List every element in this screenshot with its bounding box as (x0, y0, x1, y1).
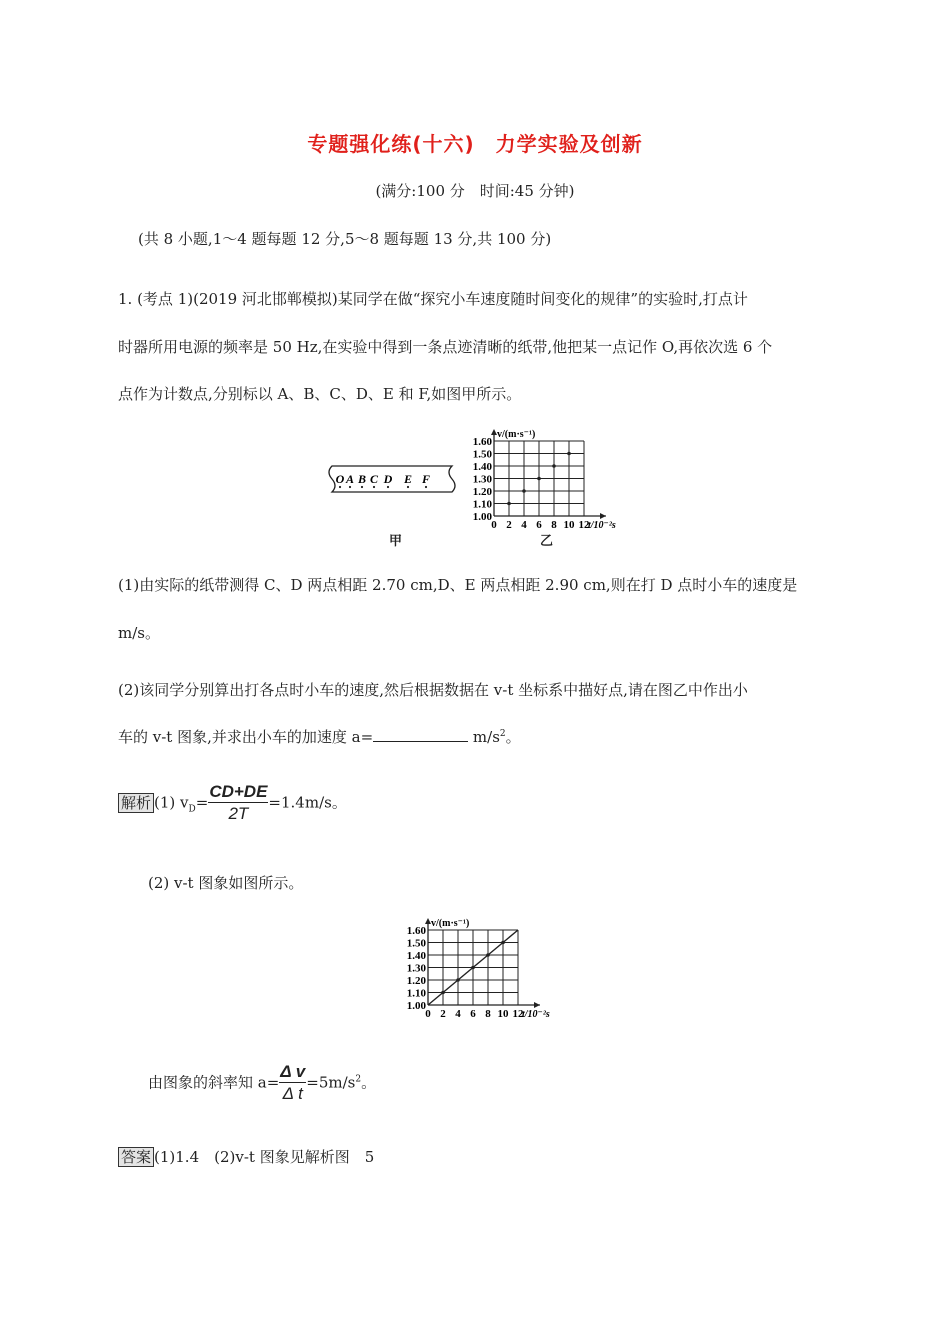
data-point (507, 502, 511, 506)
solution-result: =1.4m/s。 (268, 793, 347, 812)
x-tick-label: 8 (485, 1008, 491, 1020)
x-tick-label: 0 (491, 519, 497, 531)
fraction-denominator: Δ t (282, 1084, 303, 1103)
x-tick-label: 10 (563, 519, 575, 531)
data-point (471, 966, 475, 970)
x-tick-label: 12 (512, 1008, 524, 1020)
y-tick-label: 1.30 (472, 473, 492, 486)
data-point (522, 489, 526, 493)
y-tick-label: 1.60 (406, 925, 426, 937)
x-tick-label: 6 (470, 1008, 476, 1020)
tape-letter-f: F (421, 472, 431, 486)
slope-text: 由图象的斜率知 a= (148, 1073, 280, 1092)
part1-line-1: (1)由实际的纸带测得 C、D 两点相距 2.70 cm,D、E 两点相距 2.90 cm,则在打 D 点时小车的速度是 (118, 576, 798, 594)
question-line-1: 1. (考点 1)(2019 河北邯郸模拟)某同学在做“探究小车速度随时间变化的规律”的实验时,打点计 (118, 290, 748, 308)
tape-dot (387, 486, 389, 488)
y-tick-label: 1.50 (406, 937, 426, 950)
tape-dot (407, 486, 409, 488)
period: 。 (505, 728, 521, 746)
part2-line-1: (2)该同学分别算出打各点时小车的速度,然后根据数据在 v-t 坐标系中描好点,请在图乙中作出小 (118, 681, 748, 699)
tape-letter-b: B (357, 472, 367, 486)
tape-dot (349, 486, 351, 488)
fraction-numerator: Δ v (280, 1062, 306, 1081)
period: 。 (361, 1073, 377, 1092)
vt-chart-yi (462, 425, 622, 535)
instructions: (共 8 小题,1～4 题每题 12 分,5～8 题每题 13 分,共 100 分) (138, 230, 552, 248)
y-tick-label: 1.20 (406, 975, 426, 987)
solution-line-1 (118, 782, 347, 825)
fraction-denominator: 2T (228, 804, 249, 823)
x-axis-arrow (534, 1002, 540, 1008)
solution-line-3 (148, 1062, 376, 1105)
data-point (441, 991, 445, 995)
y-tick-label: 1.50 (472, 448, 492, 461)
slope-result: =5m/s (306, 1073, 356, 1092)
tape-letter-o: O (335, 472, 345, 486)
tape-letter-a: A (345, 472, 355, 486)
data-point (486, 953, 490, 957)
y-tick-label: 1.00 (406, 1000, 426, 1012)
paper-tape-figure (328, 462, 458, 496)
x-tick-label: 2 (440, 1008, 446, 1020)
question-line-3: 点作为计数点,分别标以 A、B、C、D、E 和 F,如图甲所示。 (118, 385, 522, 403)
answer-line (118, 1146, 374, 1167)
solution-tag: 解析 (118, 793, 154, 813)
tape-letter-d: D (383, 472, 393, 486)
data-point (552, 464, 556, 468)
solution-line-2: (2) v-t 图象如图所示。 (148, 874, 304, 892)
y-axis-label: v/(m·s⁻¹) (431, 918, 470, 929)
tape-dot (361, 486, 363, 488)
y-tick-label: 1.30 (406, 962, 426, 975)
y-tick-label: 1.20 (472, 486, 492, 498)
page-title: 专题强化练(十六) 力学实验及创新 (307, 132, 643, 156)
tape-dot (425, 486, 427, 488)
part1-line-2: m/s。 (118, 624, 160, 642)
x-tick-label: 2 (506, 519, 512, 531)
y-tick-label: 1.40 (406, 950, 426, 962)
y-tick-label: 1.60 (472, 436, 492, 448)
x-tick-label: 4 (455, 1008, 461, 1020)
solution-vd-sub: D (188, 804, 196, 815)
y-tick-label: 1.40 (472, 461, 492, 473)
y-tick-label: 1.10 (406, 987, 426, 1000)
fraction-dv-dt (279, 1062, 306, 1105)
x-tick-label: 12 (578, 519, 590, 531)
figure-jia-label: 甲 (389, 534, 403, 549)
y-tick-label: 1.10 (472, 498, 492, 511)
tape-dot (339, 486, 341, 488)
tape-dot (373, 486, 375, 488)
vt-chart-solution (396, 914, 556, 1024)
x-axis-arrow (600, 513, 606, 519)
data-point (456, 978, 460, 982)
x-axis-label: t/10⁻²s (522, 1009, 550, 1020)
x-tick-label: 4 (521, 519, 527, 531)
x-tick-label: 8 (551, 519, 557, 531)
x-tick-label: 0 (425, 1008, 431, 1020)
x-tick-label: 6 (536, 519, 542, 531)
unit-superscript: 2 (499, 729, 506, 739)
solution-vd: (1) v (154, 793, 189, 812)
x-tick-label: 10 (497, 1008, 509, 1020)
y-axis-label: v/(m·s⁻¹) (497, 429, 536, 440)
part2-text: 车的 v-t 图象,并求出小车的加速度 a= (118, 728, 374, 746)
y-tick-label: 1.00 (472, 511, 492, 523)
tape-letter-e: E (403, 472, 413, 486)
data-point (501, 941, 505, 945)
tape-letter-c: C (369, 472, 379, 486)
x-axis-label: t/10⁻²s (588, 520, 616, 531)
data-point (567, 452, 571, 456)
answer-text: (1)1.4 (2)v-t 图象见解析图 5 (154, 1148, 375, 1166)
fraction-cd-de (208, 782, 268, 825)
part2-line-2 (118, 726, 521, 747)
answer-tag: 答案 (118, 1147, 154, 1167)
data-point (537, 477, 541, 481)
equals: = (195, 793, 209, 812)
fraction-numerator: CD+DE (209, 782, 268, 801)
answer-blank[interactable] (373, 727, 468, 742)
score-time-info: (满分:100 分 时间:45 分钟) (375, 182, 575, 200)
slope-superscript: 2 (355, 1074, 362, 1085)
unit-text: m/s (468, 728, 500, 746)
figure-yi-label: 乙 (540, 534, 554, 549)
question-line-2: 时器所用电源的频率是 50 Hz,在实验中得到一条点迹清晰的纸带,他把某一点记作 O,再依次选 6 个 (118, 338, 773, 356)
